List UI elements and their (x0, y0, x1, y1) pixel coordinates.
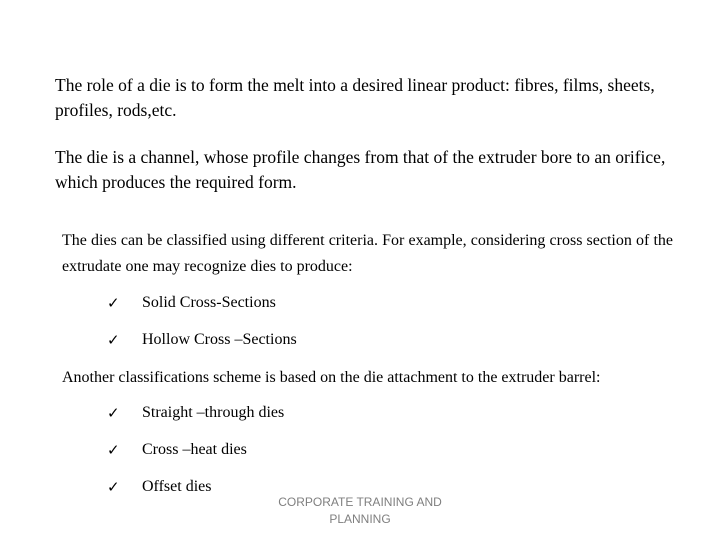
paragraph-die-channel: The die is a channel, whose profile changes from that of the extruder bore to an orifice, which produces the required form. (55, 147, 666, 192)
list-item (0, 401, 500, 425)
checkmark-icon: ✓ (107, 294, 120, 312)
list-item-label: Hollow Cross –Sections (142, 331, 297, 348)
list-item-label: Solid Cross-Sections (142, 294, 276, 311)
checkmark-icon: ✓ (107, 404, 120, 422)
list-item (0, 438, 500, 462)
list-item-label: Cross –heat dies (142, 441, 247, 458)
paragraph-attachment-scheme: Another classifications scheme is based on the die attachment to the extruder barrel: (62, 369, 601, 386)
list-item (0, 291, 500, 315)
footer-line-1: CORPORATE TRAINING AND (278, 495, 442, 509)
checkmark-icon: ✓ (107, 441, 120, 459)
footer-text (262, 494, 458, 528)
checkmark-icon: ✓ (107, 478, 120, 496)
footer-line-2: PLANNING (329, 512, 391, 526)
list-item-label: Straight –through dies (142, 404, 285, 421)
paragraph-classification: The dies can be classified using different criteria. For example, considering cross section of the extrudate one may recognize dies to produce: (62, 232, 673, 275)
list-item (0, 328, 500, 352)
list-item-label: Offset dies (142, 478, 212, 495)
paragraph-die-role: The role of a die is to form the melt into a desired linear product: fibres, films, sheets, profiles, rods,etc. (55, 75, 655, 120)
checkmark-icon: ✓ (107, 331, 120, 349)
